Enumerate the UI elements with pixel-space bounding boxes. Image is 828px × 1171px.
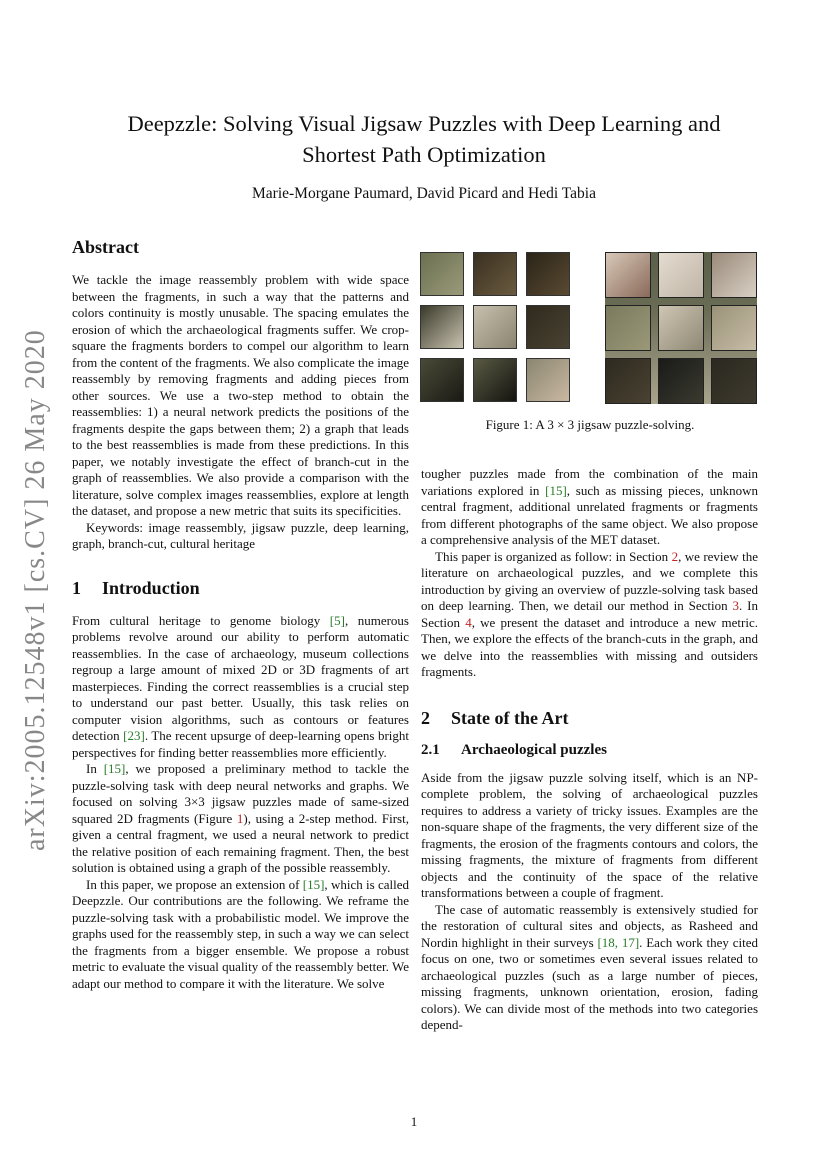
subsection-archaeological-puzzles-heading xyxy=(421,741,758,760)
intro-paragraph-1: From cultural heritage to genome biology [5], numerous problems revolve around our ability to perform automatic reassemblies. In the case of archaeology, museum collections regroup a large amount of mixed 2D or 3D fragments of art masterpieces. Finding the correct reassemblies is a crucial step to understand our past better. Usually, this task relies on computer vision algorithms, such as contours or features detection [23]. The recent upsurge of deep-learning opens bright perspectives for finding better reassemblies more efficiently. xyxy=(72,612,409,760)
fragment-image xyxy=(420,252,464,296)
section-number: 1 xyxy=(72,577,81,598)
author-list: Marie-Morgane Paumard, David Picard and Hedi Tabia xyxy=(252,185,596,202)
figure-link[interactable]: 1 xyxy=(236,810,244,826)
citation-link[interactable]: [18, 17] xyxy=(597,934,640,950)
fragment-image xyxy=(711,305,757,351)
figure-caption: Figure 1: A 3 × 3 jigsaw puzzle-solving. xyxy=(485,417,695,432)
title-line-1: Deepzzle: Solving Visual Jigsaw Puzzles with Deep Learning and xyxy=(127,111,721,136)
fragment-image xyxy=(473,305,517,349)
fragment-image xyxy=(420,305,464,349)
fragment-image xyxy=(473,252,517,296)
citation-link[interactable]: [15] xyxy=(545,482,567,498)
section-link[interactable]: 4 xyxy=(465,614,472,630)
intro-paragraph-4: tougher puzzles made from the combination of the main variations explored in [15], such as missing pieces, unknown central fragment, additional unrelated fragments or fragments from different photographs of the same object. We also propose a comprehensive analysis of the MET dataset. xyxy=(421,466,759,547)
reassembled-image xyxy=(605,252,757,404)
fragment-image xyxy=(658,358,704,404)
paper-title xyxy=(60,108,788,170)
sota-paragraph-2: The case of automatic reassembly is extensively studied for the restoration of cultural sites and objects, as Rasheed and Nordin highlight in their surveys [18, 17]. Each work they cited focus on one, two or sometimes even several issues related to archaeological puzzles (such as a large number of pieces, missing fragments, unknown orientation, erosion, fading colors). We can divide most of the methods into two categories depend- xyxy=(421,901,758,1032)
section-link[interactable]: 3 xyxy=(732,598,740,613)
citation-link[interactable]: [5] xyxy=(329,612,345,628)
fragment-image xyxy=(711,358,757,404)
intro-paragraph-3: In this paper, we propose an extension of [15], which is called Deepzzle. Our contributions are the following. We reframe the puzzle-solving task with a probabilistic model. We improve the graphs used for the reassembly step, in such a way we can select the fragments from a bigger ensemble. We propose a robust metric to evaluate the visual quality of the reassembly better. We adapt our method to compare it with the literature. We solve xyxy=(72,876,409,991)
fragment-image xyxy=(605,305,651,351)
left-column xyxy=(72,236,409,992)
citation-link[interactable]: [15] xyxy=(302,876,325,892)
fragment-image xyxy=(658,252,704,298)
shuffled-fragments xyxy=(420,252,570,402)
section-state-of-art-heading xyxy=(421,707,758,729)
citation-link[interactable]: [23] xyxy=(123,728,145,743)
subsection-title: Archaeological puzzles xyxy=(461,741,607,758)
title-line-2: Shortest Path Optimization xyxy=(302,142,546,167)
fragment-image xyxy=(526,252,570,296)
intro-paragraph-5: This paper is organized as follow: in Section 2, we review the literature on archaeological puzzles, and we complete this introduction by giving an overview of puzzle-solving task based on deep learning. Then, we detail our method in Section 3. In Section 4, we present the dataset and introduce a new metric. Then, we explore the effects of the branch-cuts in the graph, and we delve into the reassemblies with missing and outsiders fragments. xyxy=(421,548,759,679)
section-introduction-heading xyxy=(72,577,409,599)
page-number: 1 xyxy=(410,1114,418,1129)
right-column xyxy=(421,466,758,1034)
abstract-body: We tackle the image reassembly problem with wide space between the fragments, in such a way that the patterns and colors continuity is mostly unusable. The spacing emulates the erosion of which the archaeological fragments suffer. We crop-square the fragments borders to compel our algorithm to learn from the content of the fragments. We also complicate the image reassembly by removing fragments and adding pieces from other sources. We use a two-step method to obtain the reassemblies: 1) a neural network predicts the positions of the fragments despite the gaps between them; 2) a graph that leads to the best reassemblies is made from these predictions. In this paper, we notably investigate the effect of branch-cut in the graph of reassemblies. We also provide a comparison with the literature, solve complex images reassemblies, explore at length the dataset, and propose a new metric that suits its specificities. xyxy=(72,272,409,518)
fragment-image xyxy=(526,358,570,402)
citation-link[interactable]: [15] xyxy=(103,761,126,776)
section-link[interactable]: 2 xyxy=(671,548,679,564)
sota-paragraph-1: Aside from the jigsaw puzzle solving itself, which is an NP-complete problem, the solving of archaeological puzzles requires to address a variety of tricky issues. Examples are the non-square shape of the fragments, the very different size of the fragments, the erosion of the fragments contours and colors, the missing fragments, the mixture of fragments from different objects and the continuity of the space of the relative transformations between a couple of fragment. xyxy=(421,769,758,900)
abstract-heading: Abstract xyxy=(72,237,139,257)
arxiv-identifier: arXiv:2005.12548v1 [cs.CV] 26 May 2020 xyxy=(20,329,51,851)
fragment-image xyxy=(711,252,757,298)
fragment-image xyxy=(526,305,570,349)
intro-paragraph-2: In [15], we proposed a preliminary method to tackle the puzzle-solving task with deep neural networks and graphs. We focused on solving 3×3 jigsaw puzzles made of same-sized squared 2D fragments (Figure 1), using a 2-step method. First, given a central fragment, we used a neural network to predict the relative position of each remaining fragment. Then, the best solution is obtained using a graph of the possible reassembly. xyxy=(72,761,409,875)
fragment-image xyxy=(420,358,464,402)
section-number: 2 xyxy=(421,707,430,728)
fragment-image xyxy=(605,252,651,298)
fragment-image xyxy=(473,358,517,402)
section-title: State of the Art xyxy=(451,707,569,728)
fragment-image xyxy=(605,358,651,404)
fragment-image xyxy=(658,305,704,351)
subsection-number: 2.1 xyxy=(421,741,440,758)
figure-1 xyxy=(420,252,760,412)
abstract-keywords: Keywords: image reassembly, jigsaw puzzle, deep learning, graph, branch-cut, cultural heritage xyxy=(72,519,409,551)
section-title: Introduction xyxy=(102,577,200,598)
